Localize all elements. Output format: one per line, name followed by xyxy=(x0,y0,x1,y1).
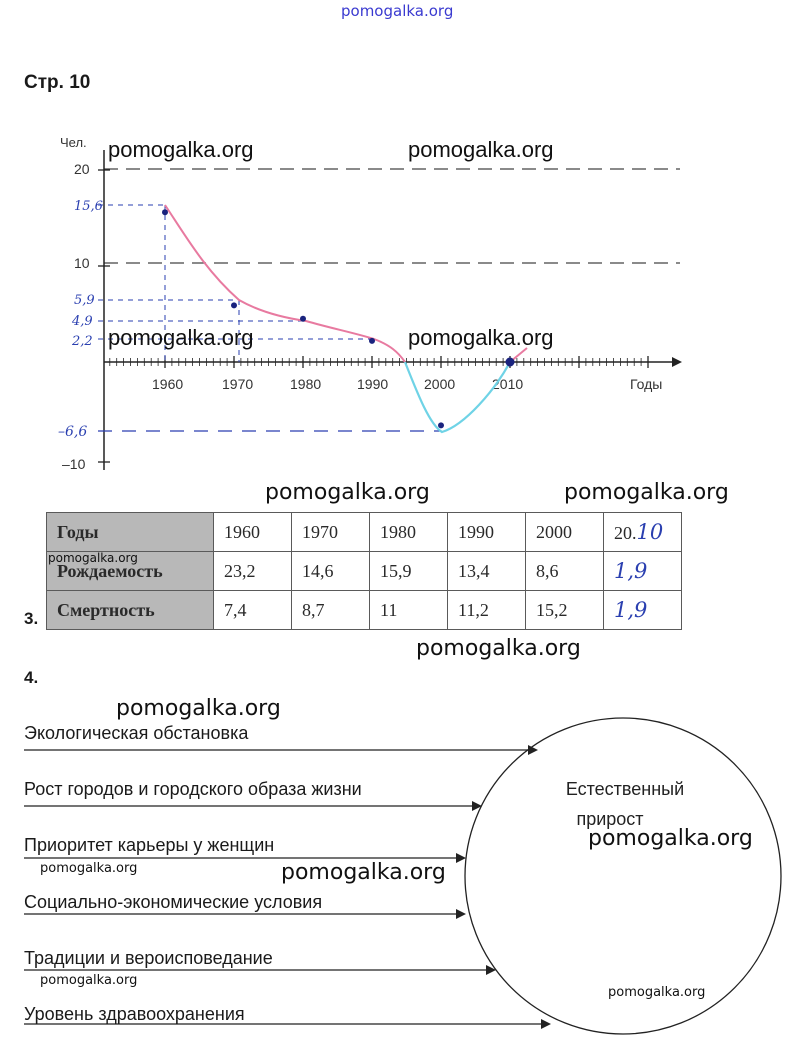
page-title: Стр. 10 xyxy=(24,72,91,93)
x-tick-label-2010: 2010 xyxy=(492,376,524,392)
table-cell: 13,4 xyxy=(448,552,526,591)
data-point xyxy=(231,302,237,308)
x-tick-label-2000: 2000 xyxy=(424,376,456,392)
table-header-label: Годы xyxy=(47,513,214,552)
table-cell-handwritten: 1,9 xyxy=(604,591,682,630)
data-point xyxy=(300,316,306,322)
x-axis-label: Годы xyxy=(630,376,663,392)
table-cell: 7,4 xyxy=(214,591,292,630)
section-4-number: 4. xyxy=(24,668,39,687)
data-point xyxy=(162,209,168,215)
watermark-table-1: pomogalka.org xyxy=(265,480,430,505)
arrow-head-icon xyxy=(456,909,466,919)
circle-label xyxy=(550,774,700,834)
watermark-small-2: pomogalka.org xyxy=(40,973,138,988)
table-cell: 8,6 xyxy=(526,552,604,591)
table-cell-year-prefix: 20. xyxy=(614,523,637,543)
factor-career-women: Приоритет карьеры у женщин xyxy=(24,835,275,855)
x-tick-label-1960: 1960 xyxy=(152,376,184,392)
table-cell: 11 xyxy=(370,591,448,630)
watermark-top: pomogalka.org xyxy=(341,2,454,20)
arrow-head-icon xyxy=(486,965,496,975)
table-row-label-birth: Рождаемость xyxy=(47,552,214,591)
factor-healthcare: Уровень здравоохранения xyxy=(24,1004,245,1024)
table-row-label-death: Смертность xyxy=(47,591,214,630)
hand-label-5-9: 5,9 xyxy=(74,293,95,308)
watermark-section4-1: pomogalka.org xyxy=(416,636,581,661)
table-cell-year-handwritten: 10 xyxy=(636,520,664,544)
hand-label-15-6: 15,6 xyxy=(74,199,103,214)
watermark-chart-2: pomogalka.org xyxy=(408,137,554,162)
factor-socioeconomic: Социально-экономические условия xyxy=(24,892,323,912)
watermark-diagram-mid: pomogalka.org xyxy=(281,860,446,885)
y-tick-label-20: 20 xyxy=(74,161,90,177)
table-cell: 14,6 xyxy=(292,552,370,591)
watermark-section4-2: pomogalka.org xyxy=(116,696,281,721)
watermark-small-3: pomogalka.org xyxy=(608,985,706,1000)
table-cell: 11,2 xyxy=(448,591,526,630)
data-point xyxy=(369,338,375,344)
table-cell: 15,9 xyxy=(370,552,448,591)
x-tick-label-1980: 1980 xyxy=(290,376,322,392)
factor-traditions: Традиции и вероисповедание xyxy=(24,948,273,968)
factor-urbanization: Рост городов и городского образа жизни xyxy=(24,779,362,799)
data-point xyxy=(506,358,515,367)
circle-label-line2: прирост xyxy=(576,809,644,829)
watermark-table-2: pomogalka.org xyxy=(564,480,729,505)
watermark-chart-3: pomogalka.org xyxy=(108,325,254,350)
arrow-head-icon xyxy=(541,1019,551,1029)
section-3-number: 3. xyxy=(24,609,39,628)
circle-label-line1: Естественный xyxy=(565,779,685,799)
factor-ecology: Экологическая обстановка xyxy=(24,723,249,743)
watermark-table-small: pomogalka.org xyxy=(48,551,138,565)
table-cell: 2000 xyxy=(526,513,604,552)
watermark-circle: pomogalka.org xyxy=(588,826,753,851)
birth-death-table xyxy=(46,512,682,630)
y-tick-label-minus10: –10 xyxy=(62,456,86,472)
hand-label-2-2: 2,2 xyxy=(72,334,93,349)
table-row-death xyxy=(47,591,682,630)
table-row-years xyxy=(47,513,682,552)
population-chart xyxy=(0,120,797,480)
y-axis-label: Чел. xyxy=(60,135,87,150)
table-cell: 8,7 xyxy=(292,591,370,630)
table-cell: 1960 xyxy=(214,513,292,552)
hand-label-minus6-6: –6,6 xyxy=(58,424,88,440)
watermark-small-1: pomogalka.org xyxy=(40,861,138,876)
arrow-head-icon xyxy=(456,853,466,863)
table-cell: 1980 xyxy=(370,513,448,552)
table-cell: 1990 xyxy=(448,513,526,552)
watermark-chart-4: pomogalka.org xyxy=(408,325,554,350)
table-cell-handwritten-year xyxy=(604,513,682,552)
arrow-head-icon xyxy=(472,801,482,811)
x-tick-label-1990: 1990 xyxy=(357,376,389,392)
table-cell-handwritten: 1,9 xyxy=(604,552,682,591)
table-cell: 15,2 xyxy=(526,591,604,630)
table-cell: 1970 xyxy=(292,513,370,552)
chart-points xyxy=(162,209,515,428)
data-point xyxy=(438,422,444,428)
watermark-chart-1: pomogalka.org xyxy=(108,137,254,162)
x-tick-label-1970: 1970 xyxy=(222,376,254,392)
table-row-birth xyxy=(47,552,682,591)
hand-label-4-9: 4,9 xyxy=(72,314,93,329)
y-tick-label-10: 10 xyxy=(74,255,90,271)
birth-death-curve-negative xyxy=(405,362,510,432)
table-cell: 23,2 xyxy=(214,552,292,591)
x-axis-arrow xyxy=(672,357,682,367)
